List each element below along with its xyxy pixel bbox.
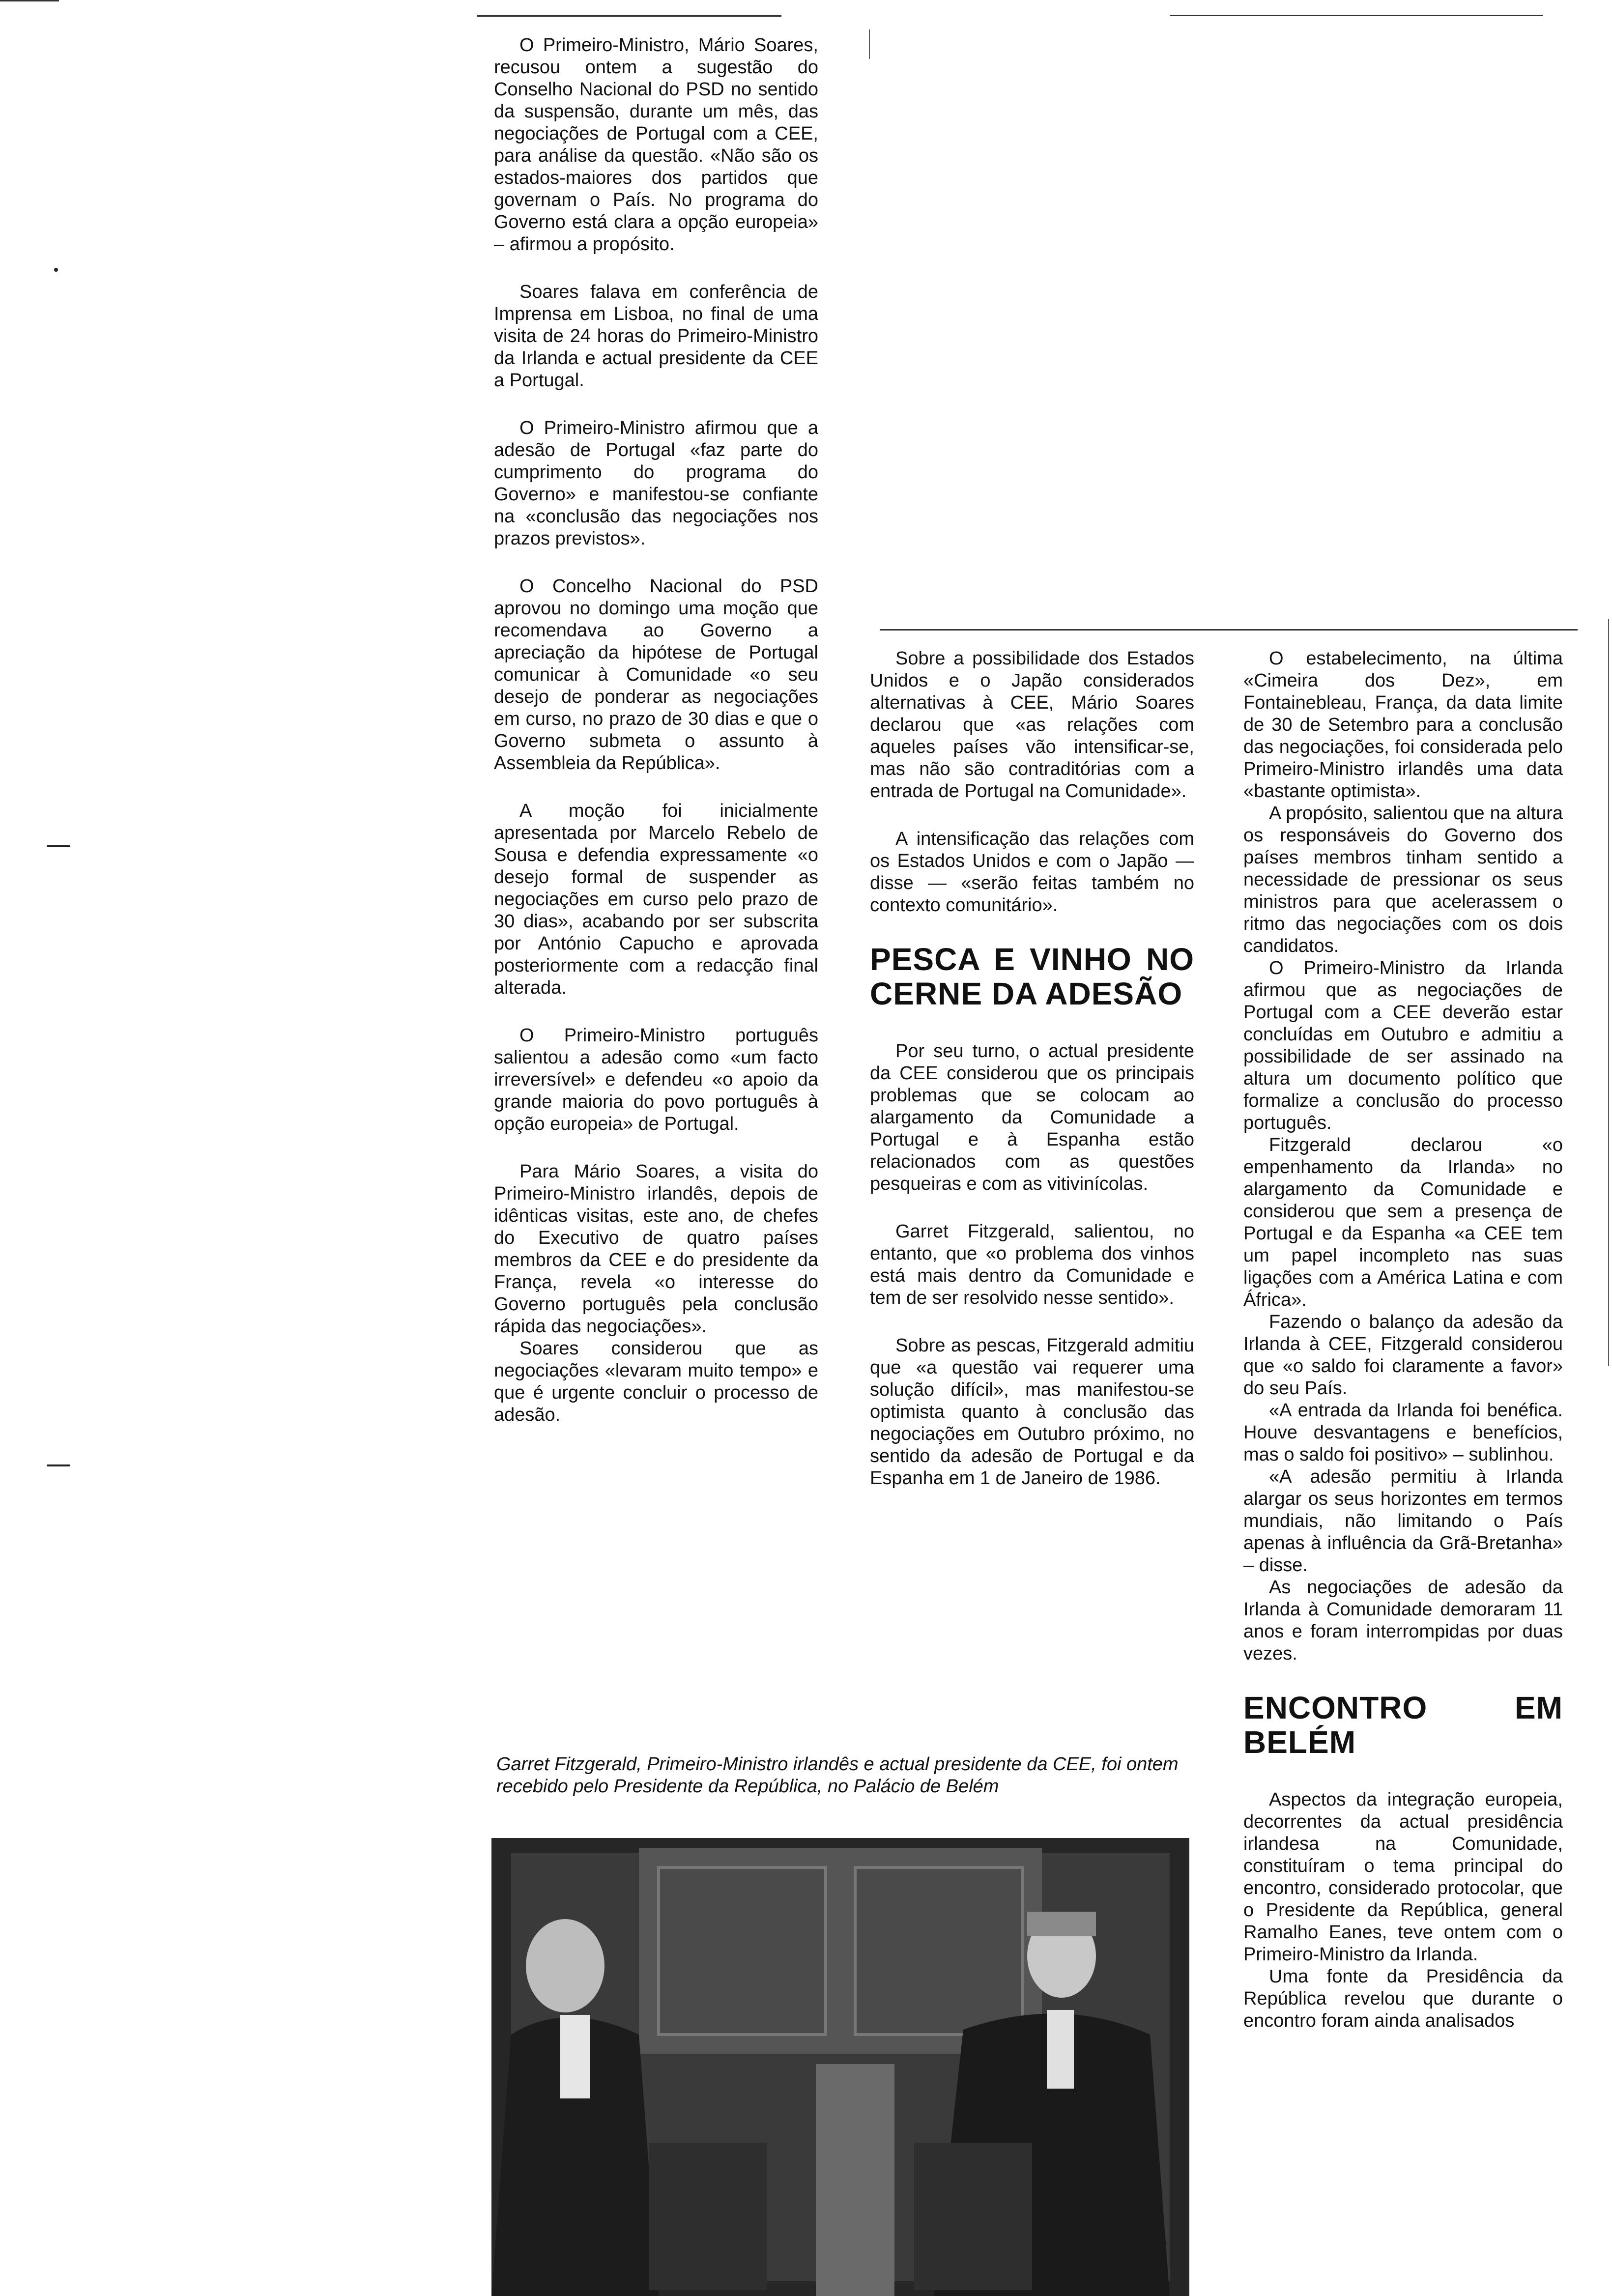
paragraph: Por seu turno, o actual presidente da CEE considerou que os principais problemas que se colocam ao alargamento da Comunidade a Portugal e à Espanha estão relacionados com as questões pesqueiras e com as vitivinícolas. [870, 1041, 1194, 1194]
paragraph: Garret Fitzgerald, salientou, no entanto, que «o problema dos vinhos está mais dentro da Comunidade e tem de ser resolvido nesse sentido». [870, 1221, 1194, 1308]
paragraph: O Primeiro-Ministro, Mário Soares, recusou ontem a sugestão do Conselho Nacional do PSD no sentido da suspensão, durante um mês, das negociações de Portugal com a CEE, para análise da questão. «Não são os estados-maiores dos partidos que governam o País. No programa do Governo está clara a opção europeia» – afirmou a propósito. [494, 35, 818, 255]
paragraph: «A adesão permitiu à Irlanda alargar os seus horizontes em termos mundiais, não limitando o País apenas à influência da Grã-Bretanha» – disse. [1243, 1466, 1563, 1576]
column-divider-top [869, 29, 870, 59]
margin-mark [47, 1464, 70, 1466]
section-heading: ENCONTRO EM BELÉM [1243, 1690, 1563, 1760]
paragraph: A moção foi inicialmente apresentada por Marcelo Rebelo de Sousa e defendia expressamente «o desejo formal de suspender as negociações em curso pelo prazo de 30 dias», acabando por ser subscrita por António Capucho e aprovada posteriormente com a redacção final alterada. [494, 801, 818, 998]
photo-caption: Garret Fitzgerald, Primeiro-Ministro irlandês e actual presidente da CEE, foi ontem recebido pelo Presidente da República, no Palácio de Belém [496, 1754, 1179, 1797]
paragraph: Para Mário Soares, a visita do Primeiro-Ministro irlandês, depois de idênticas visitas, este ano, de chefes do Executivo de quatro países membros da CEE e do presidente da França, revela «o interesse do Governo português pela conclusão rápida das negociações». [494, 1161, 818, 1337]
paragraph: Fazendo o balanço da adesão da Irlanda à CEE, Fitzgerald considerou que «o saldo foi claramente a favor» do seu País. [1243, 1312, 1563, 1399]
article-column-2 [870, 648, 1194, 1515]
section-heading: PESCA E VINHO NO CERNE DA ADESÃO [870, 942, 1194, 1011]
right-edge-line [1608, 619, 1609, 1366]
margin-mark [54, 268, 58, 272]
paragraph: O Primeiro-Ministro afirmou que a adesão de Portugal «faz parte do cumprimento do programa do Governo» e manifestou-se confiante na «conclusão das negociações nos prazos previstos». [494, 418, 818, 549]
paragraph: Uma fonte da Presidência da República revelou que durante o encontro foram ainda analisados [1243, 1966, 1563, 2031]
paragraph: Sobre a possibilidade dos Estados Unidos e o Japão considerados alternativas à CEE, Mário Soares declarou que «as relações com aqueles países vão intensificar-se, mas não são contraditórias com a entrada de Portugal na Comunidade». [870, 648, 1194, 802]
top-rule [477, 15, 781, 17]
paragraph: Aspectos da integração europeia, decorrentes da actual presidência irlandesa na Comunidade, constituíram o tema principal do encontro, considerado protocolar, que o Presidente da República, general Ramalho Eanes, teve ontem com o Primeiro-Ministro da Irlanda. [1243, 1789, 1563, 1965]
top-rule-right [1170, 15, 1543, 16]
paragraph: O Concelho Nacional do PSD aprovou no domingo uma moção que recomendava ao Governo a apreciação da hipótese de Portugal comunicar à Comunidade «o seu desejo de ponderar as negociações em curso, no prazo de 30 dias e que o Governo submeta o assunto à Assembleia da República». [494, 576, 818, 774]
paragraph: O estabelecimento, na última «Cimeira dos Dez», em Fontainebleau, França, da data limite de 30 de Setembro para a conclusão das negociações, foi considerada pelo Primeiro-Ministro irlandês uma data «bastante optimista». [1243, 648, 1563, 802]
paragraph: Soares falava em conferência de Imprensa em Lisboa, no final de uma visita de 24 horas do Primeiro-Ministro da Irlanda e actual presidente da CEE a Portugal. [494, 282, 818, 391]
paragraph: As negociações de adesão da Irlanda à Comunidade demoraram 11 anos e foram interrompidas por duas vezes. [1243, 1577, 1563, 1664]
margin-mark [47, 845, 70, 847]
paragraph: A propósito, salientou que na altura os responsáveis do Governo dos países membros tinham sentido a necessidade de pressionar os seus ministros para que acelerassem o ritmo das negociações com os dois candidatos. [1243, 803, 1563, 956]
paragraph: A intensificação das relações com os Estados Unidos e com o Japão — disse — «serão feitas também no contexto comunitário». [870, 829, 1194, 916]
photo-illustration [491, 1838, 1189, 2296]
news-photo [491, 1838, 1189, 2296]
paragraph: O Primeiro-Ministro português salientou a adesão como «um facto irreversível» e defendeu «o apoio da grande maioria do povo português à opção europeia» de Portugal. [494, 1025, 818, 1134]
article-column-3 [1243, 648, 1563, 2032]
paragraph: Fitzgerald declarou «o empenhamento da Irlanda» no alargamento da Comunidade e considerou que sem a presença de Portugal e da Espanha «a CEE tem um papel incompleto nas suas ligações com a América Latina e com África». [1243, 1135, 1563, 1310]
paragraph: Soares considerou que as negociações «levaram muito tempo» e que é urgente concluir o processo de adesão. [494, 1338, 818, 1425]
paragraph: O Primeiro-Ministro da Irlanda afirmou que as negociações de Portugal com a CEE deverão estar concluídas em Outubro e admitiu a possibilidade de ser assinado na altura um documento político que formalize a conclusão do processo português. [1243, 958, 1563, 1133]
middle-rule [880, 629, 1578, 631]
paragraph: Sobre as pescas, Fitzgerald admitiu que «a questão vai requerer uma solução difícil», mas manifestou-se optimista quanto à conclusão das negociações em Outubro próximo, no sentido da adesão de Portugal e da Espanha em 1 de Janeiro de 1986. [870, 1335, 1194, 1489]
top-rule-left [0, 0, 59, 1]
article-column-1 [494, 34, 818, 1452]
paragraph: «A entrada da Irlanda foi benéfica. Houve desvantagens e benefícios, mas o saldo foi positivo» – sublinhou. [1243, 1400, 1563, 1465]
